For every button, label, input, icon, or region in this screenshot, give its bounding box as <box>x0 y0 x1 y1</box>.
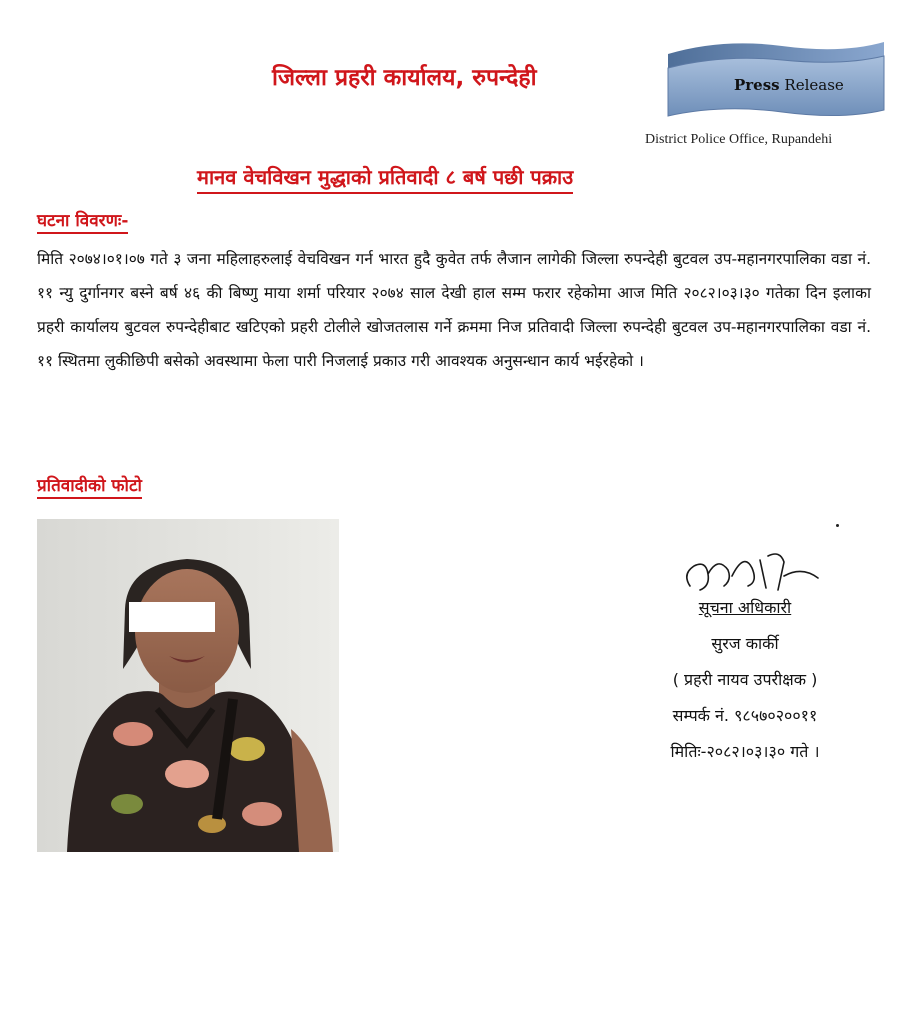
photo-heading: प्रतिवादीको फोटो <box>37 473 142 499</box>
office-english-name: District Police Office, Rupandehi <box>645 132 833 147</box>
signatory-name: सुरज कार्की <box>711 634 779 653</box>
contact-number: सम्पर्क नं. ९८५७०२००११ <box>672 706 818 725</box>
defendant-photo <box>37 519 339 852</box>
incident-description: मिति २०७४।०१।०७ गते ३ जना महिलाहरुलाई वेचविखन गर्न भारत हुदै कुवेत तर्फ लैजान लागेकी जिल्ला रुपन्देही बुटवल उप-महानगरपालिका वडा नं. ११ न्यु दुर्गानगर बस्ने बर्ष ४६ की बिष्णु माया शर्मा परियार २०७४ साल देखी हाल सम्म फरार रहेकोमा आज मिति २०८२।०३।३० गतेका दिन इलाका प्रहरी कार्यालय बुटवल रुपन्देहीबाट खटिएको प्रहरी टोलीले खोजतलास गर्ने क्रममा निज प्रतिवादी जिल्ला रुपन्देही बुटवल उप-महानगरपालिका वडा नं. ११ स्थितमा लुकीछिपी बसेको अवस्थामा फेला पारी निजलाई प्रकाउ गरी आवश्यक अनुसन्धान कार्य भईरहेको । <box>37 250 871 370</box>
signatory-title: सूचना अधिकारी <box>698 598 792 617</box>
release-date: मितिः-२०८२।०३।३० गते । <box>670 742 820 761</box>
signatory-rank: ( प्रहरी नायव उपरीक्षक ) <box>672 670 818 689</box>
press-release-label: Press Release <box>734 76 844 94</box>
headline: मानव वेचविखन मुद्धाको प्रतिवादी ८ बर्ष पछी पक्राउ <box>197 163 573 194</box>
office-title: जिल्ला प्रहरी कार्यालय, रुपन्देही <box>272 65 537 91</box>
stray-dot <box>836 524 839 527</box>
signature-block <box>600 590 890 770</box>
incident-heading: घटना विवरणः- <box>37 208 128 234</box>
